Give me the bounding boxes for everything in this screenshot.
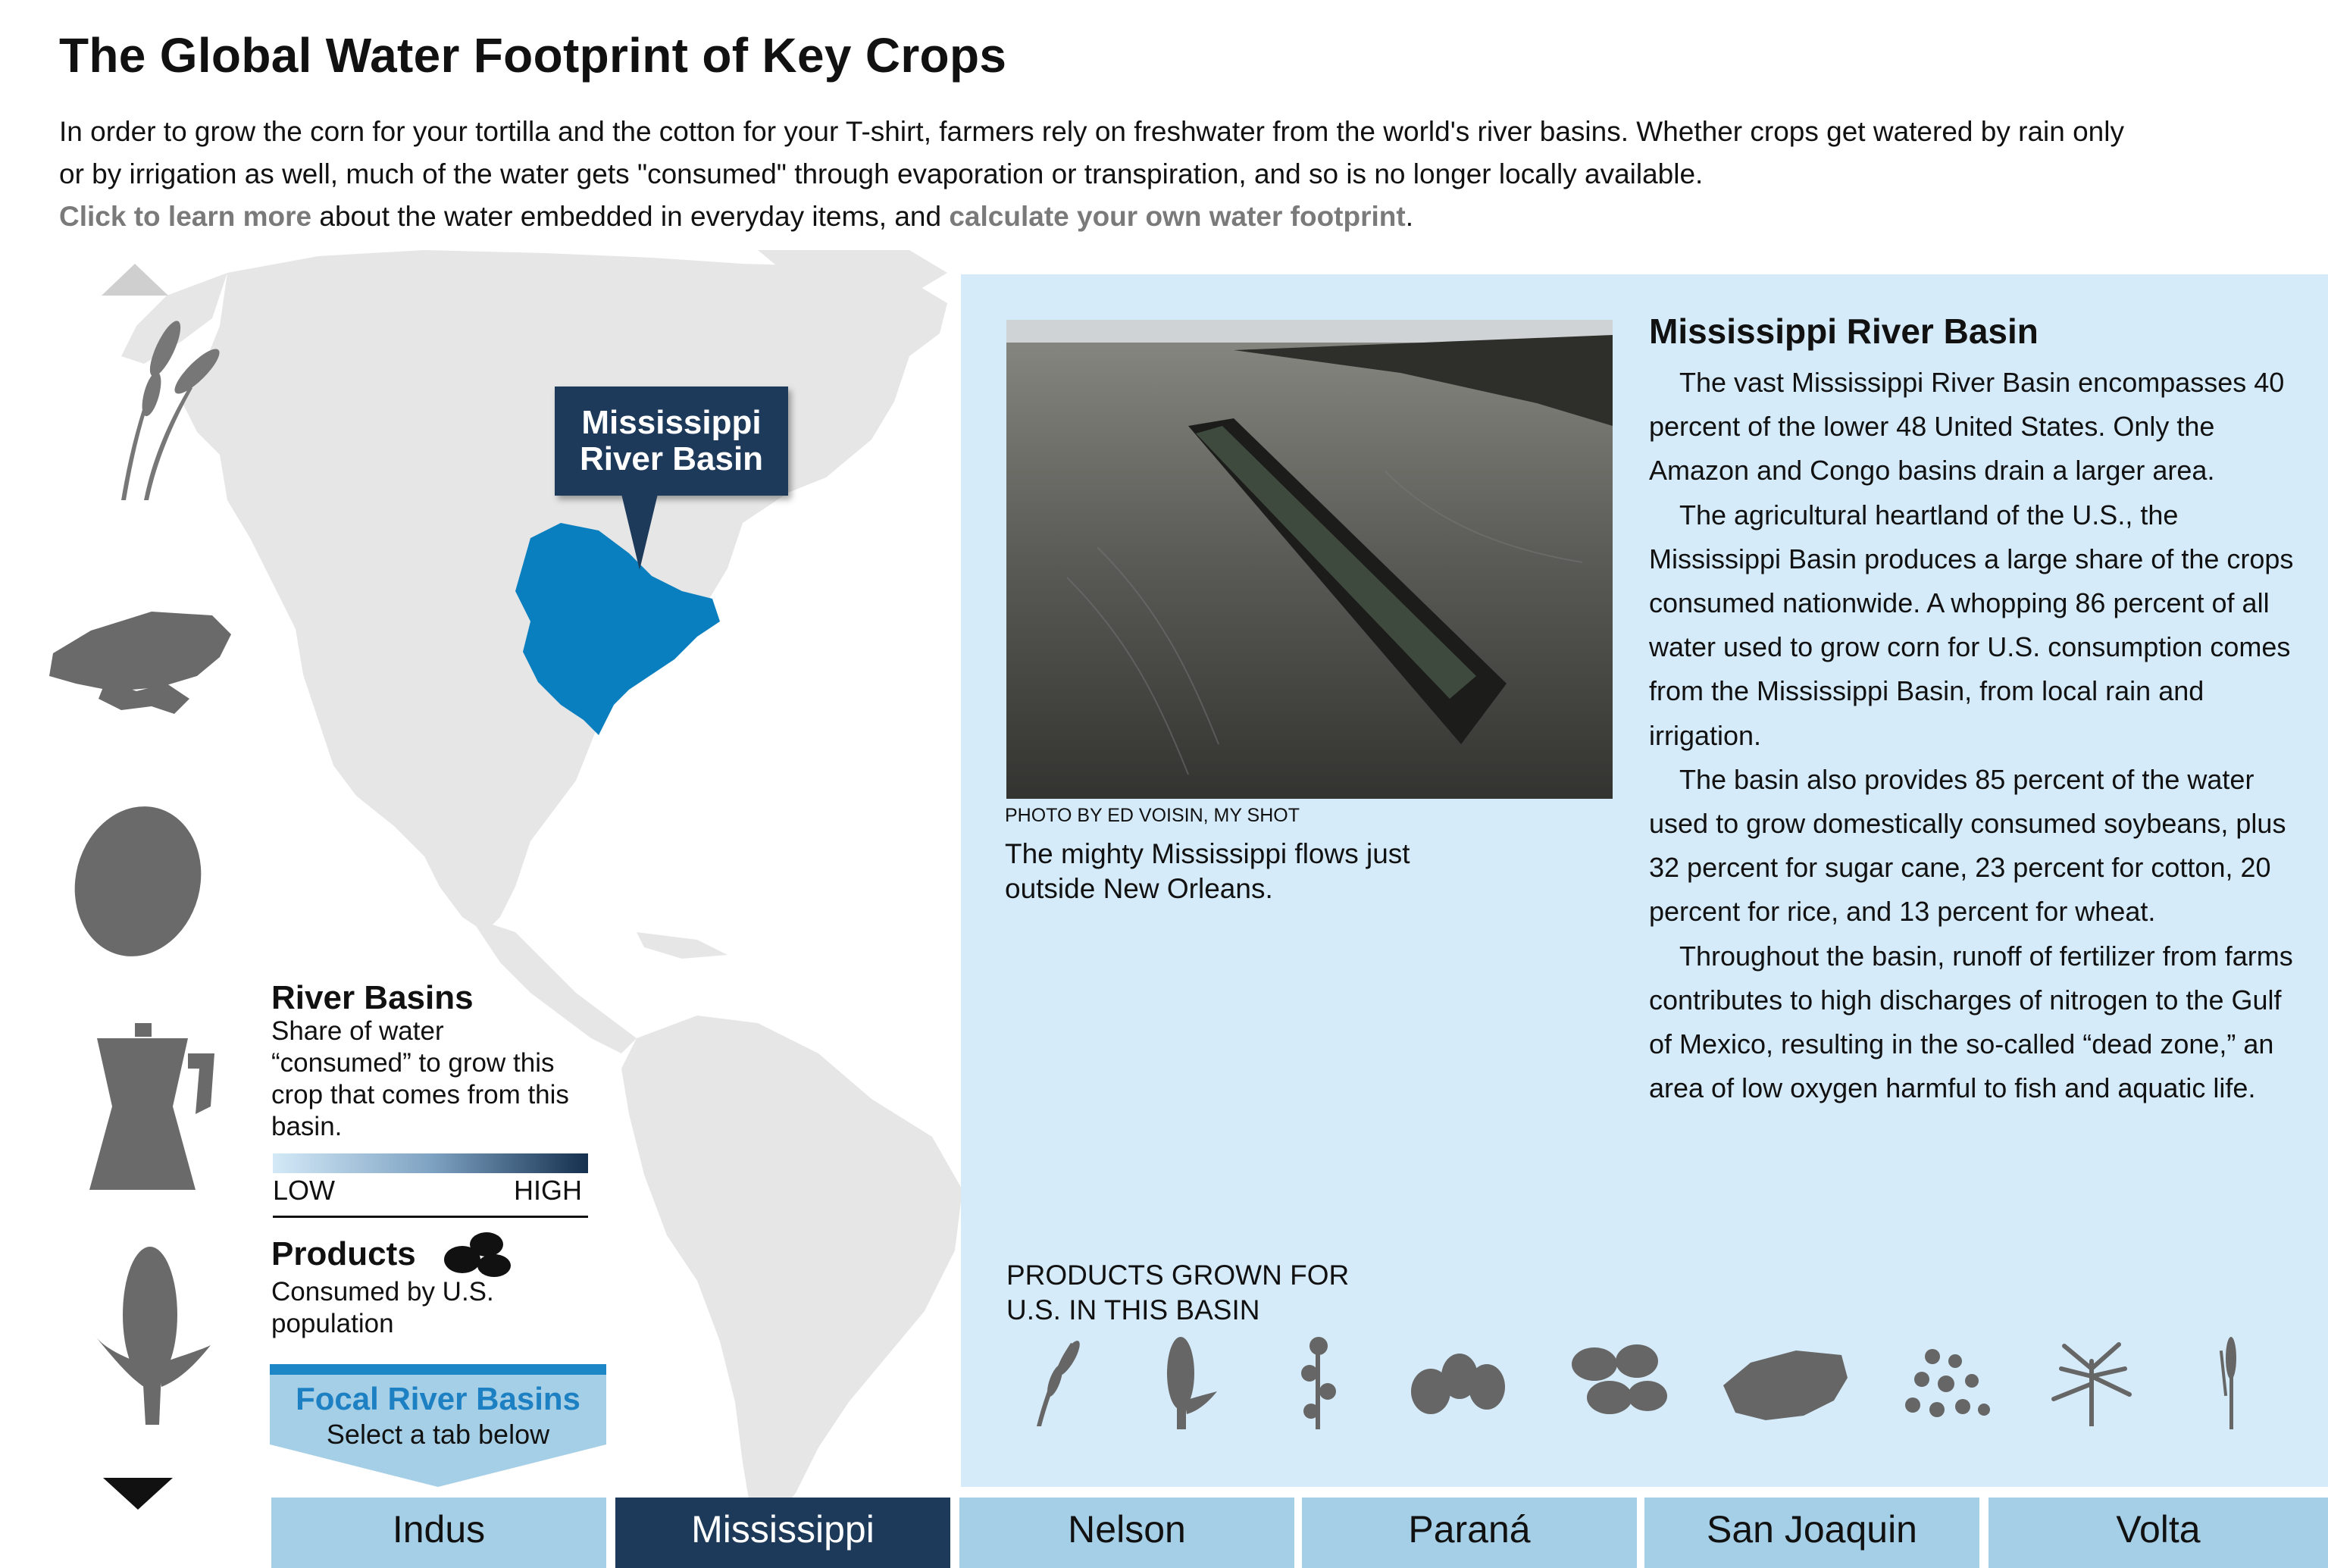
cotton-icon[interactable] (1296, 1335, 1341, 1429)
intro-text-middle: about the water embedded in everyday items, and (311, 201, 950, 232)
intro-text-end: . (1405, 201, 1413, 232)
caribbean (637, 932, 728, 959)
tab-parana[interactable]: Paraná (1302, 1498, 1637, 1568)
legend-description: Share of water “consumed” to grow this crop that comes from this basin. (271, 1016, 569, 1141)
legend-gradient-bar (273, 1153, 588, 1173)
legend-title: River Basins (271, 979, 474, 1016)
page-title: The Global Water Footprint of Key Crops (59, 28, 1007, 83)
sugar-cane-icon[interactable] (2046, 1338, 2137, 1426)
basin-paragraph: The basin also provides 85 percent of the water used to grow domestically consumed soybeans, plus 32 percent for sugar cane, 23 percent for cotton, 20 percent for rice, and 13 percent for wheat. (1649, 763, 2286, 928)
legend-low-label: LOW (273, 1175, 336, 1206)
tab-mississippi[interactable]: Mississippi (615, 1498, 950, 1568)
focal-basins-title: Focal River Basins (296, 1381, 580, 1416)
sorghum-icon[interactable] (1902, 1346, 1993, 1422)
tab-san-joaquin[interactable]: San Joaquin (1644, 1498, 1979, 1568)
products-grown-label: PRODUCTS GROWN FOR U.S. IN THIS BASIN (1006, 1260, 1350, 1325)
learn-more-link[interactable]: Click to learn more (59, 201, 312, 232)
calculate-footprint-link[interactable]: calculate your own water footprint (949, 201, 1406, 232)
legend-high-label: HIGH (514, 1175, 582, 1206)
corn-icon[interactable] (1150, 1335, 1219, 1429)
south-america (621, 1016, 962, 1523)
products-legend-description: Consumed by U.S. population (271, 1277, 494, 1338)
basin-callout (555, 387, 788, 496)
focal-badge-pointer (270, 1444, 606, 1487)
basin-paragraph: The agricultural heartland of the U.S., the Mississippi Basin produces a large share of the crops consumed nationwide. A whopping 86 percent of all water used to grow corn for U.S. consumption comes from the Mississippi Basin, from local rain and irrigation. (1649, 499, 2294, 751)
callout-label: Mississippi River Basin (579, 404, 764, 477)
rice-icon[interactable] (45, 600, 235, 721)
wheat-icon[interactable] (106, 318, 227, 500)
basin-paragraph: Throughout the basin, runoff of fertilizer from farms contributes to high discharges of nitrogen to the Gulf of Mexico, resulting in the so-called “dead zone,” an area of low oxygen harmful to fish and aquatic life. (1649, 940, 2293, 1104)
tab-nelson[interactable]: Nelson (959, 1498, 1294, 1568)
intro-paragraph (59, 111, 2151, 238)
intro-text: In order to grow the corn for your tortilla and the cotton for your T-shirt, farmers rely on freshwater from the world's river basins. Whether crops get watered by rain only or by irrigation as well, much of the water gets "consumed" through evaporation or transpiration, and so is no longer locally available. (59, 116, 2124, 189)
basin-paragraph: The vast Mississippi River Basin encompasses 40 percent of the lower 48 United States. Only the Amazon and Congo basins drain a larger area. (1649, 367, 2285, 487)
basin-description (1649, 361, 2301, 1110)
legend-divider (273, 1216, 588, 1218)
callout-pointer (621, 494, 658, 570)
soybean-cluster-icon (440, 1229, 515, 1279)
scroll-down-arrow-icon[interactable] (103, 1478, 173, 1510)
soybean-icon[interactable] (70, 802, 206, 961)
products-legend-title: Products (271, 1235, 416, 1272)
scroll-up-arrow-icon[interactable] (102, 264, 168, 296)
photo-credit: PHOTO BY ED VOISIN, MY SHOT (1005, 805, 1300, 826)
coffee-bean-icon[interactable] (1569, 1341, 1670, 1422)
coffee-pot-icon[interactable] (82, 1023, 218, 1190)
photo-caption: The mighty Mississippi flows just outside New Orleans. (1005, 838, 1410, 904)
focal-basins-subtitle: Select a tab below (326, 1419, 550, 1450)
barley-icon[interactable] (2213, 1335, 2251, 1429)
basin-title: Mississippi River Basin (1649, 311, 2039, 351)
barge-photo (1006, 320, 1613, 799)
tab-volta[interactable]: Volta (1988, 1498, 2328, 1568)
soybean-icon[interactable] (1408, 1346, 1507, 1419)
corn-icon[interactable] (89, 1243, 211, 1425)
wheat-icon[interactable] (1029, 1335, 1090, 1426)
tab-indus[interactable]: Indus (271, 1498, 606, 1568)
rice-icon[interactable] (1720, 1340, 1849, 1425)
